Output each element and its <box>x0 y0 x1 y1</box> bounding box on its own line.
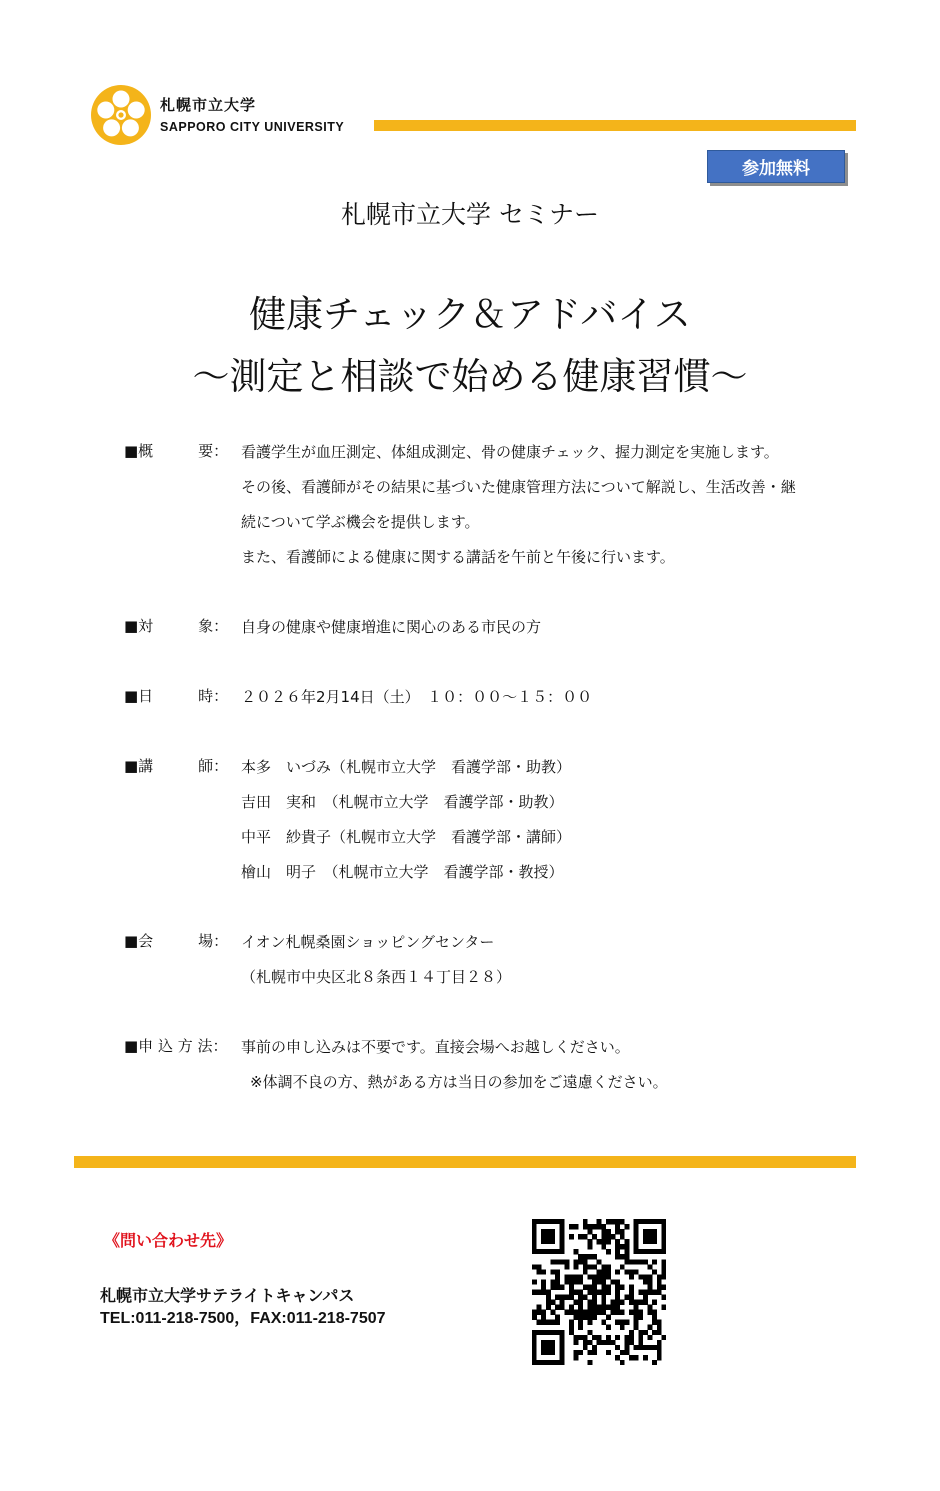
detail-label: ■講 師： <box>124 757 229 775</box>
detail-label: ■申 込 方 法： <box>124 1037 228 1055</box>
event-title-line2: ～測定と相談で始める健康習慣～ <box>192 355 748 398</box>
detail-label: ■日 時： <box>124 687 229 705</box>
detail-line: 自身の健康や健康増進に関心のある市民の方 <box>241 618 542 636</box>
detail-line: 檜山 明子 （札幌市立大学 看護学部・教授） <box>241 863 564 881</box>
detail-label: ■概 要： <box>124 442 229 460</box>
free-admission-badge <box>707 150 845 183</box>
seminar-title: 札幌市立大学 セミナー <box>341 200 599 229</box>
university-name-jp: 札幌市立大学 <box>160 96 257 114</box>
detail-line: 本多 いづみ（札幌市立大学 看護学部・助教） <box>241 758 572 776</box>
badge-label: 参加無料 <box>742 159 810 179</box>
detail-line: ※体調不良の方、熱がある方は当日の参加をご遠慮ください。 <box>250 1073 668 1091</box>
footer-rule <box>74 1156 856 1168</box>
detail-line: 中平 紗貴子（札幌市立大学 看護学部・講師） <box>241 828 572 846</box>
university-name-en: SAPPORO CITY UNIVERSITY <box>160 120 345 134</box>
detail-line: ２０２６年2月14日（土） １０：００～１５：００ <box>241 688 593 706</box>
qr-code-icon[interactable] <box>532 1219 666 1365</box>
detail-line: 看護学生が血圧測定、体組成測定、骨の健康チェック、握力測定を実施します。 <box>241 443 779 461</box>
detail-line: 吉田 実和 （札幌市立大学 看護学部・助教） <box>241 793 564 811</box>
plum-blossom-icon <box>90 84 152 146</box>
contact-heading: 《問い合わせ先》 <box>104 1231 233 1250</box>
detail-line: 事前の申し込みは不要です。直接会場へお越しください。 <box>241 1038 630 1056</box>
event-title-line1: 健康チェック＆アドバイス <box>249 293 691 336</box>
detail-line: （札幌市中央区北８条西１４丁目２８） <box>241 968 512 986</box>
detail-line: 続について学ぶ機会を提供します。 <box>241 513 480 531</box>
header-rule <box>374 120 856 131</box>
detail-label: ■会 場： <box>124 932 229 950</box>
detail-line: その後、看護師がその結果に基づいた健康管理方法について解説し、生活改善・継 <box>241 478 796 496</box>
detail-line: イオン札幌桑園ショッピングセンター <box>241 933 495 951</box>
contact-name: 札幌市立大学サテライトキャンパス <box>100 1286 355 1305</box>
detail-label: ■対 象： <box>124 617 229 635</box>
contact-tel-fax: TEL:011-218-7500，FAX:011-218-7507 <box>100 1310 386 1327</box>
detail-line: また、看護師による健康に関する講話を午前と午後に行います。 <box>241 548 675 566</box>
